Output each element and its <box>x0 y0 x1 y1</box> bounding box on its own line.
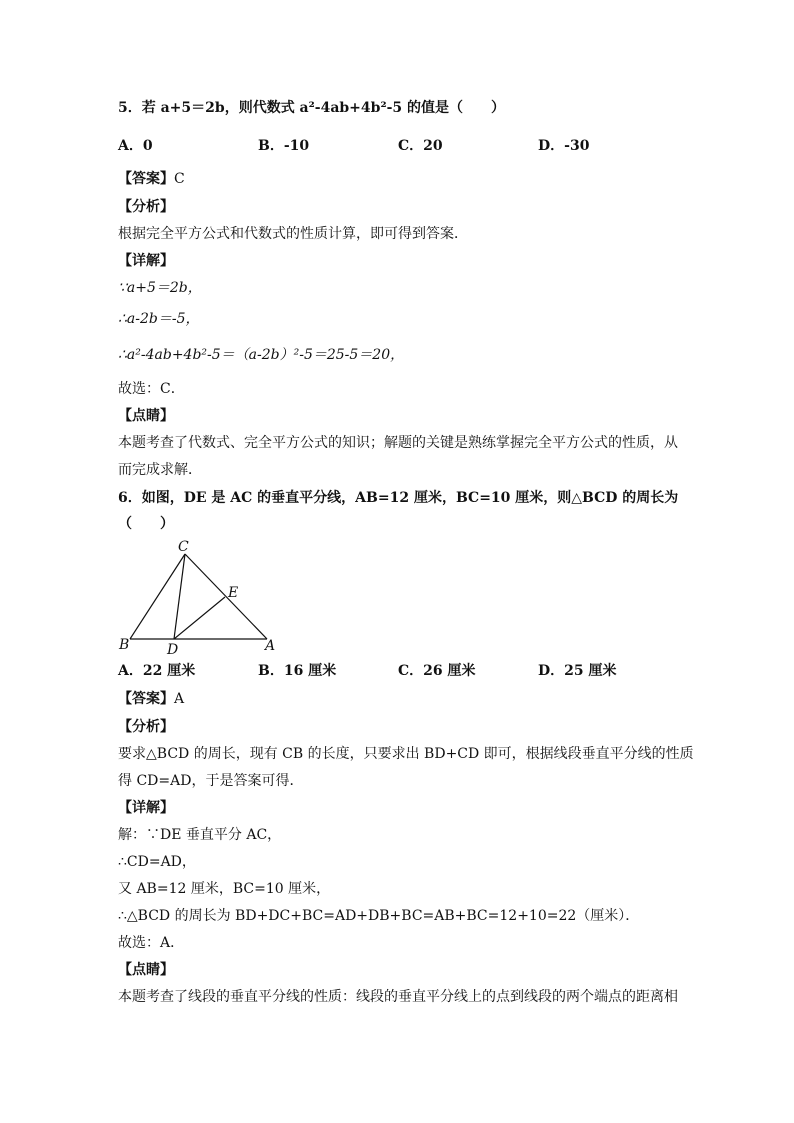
segment-cd <box>174 554 185 639</box>
q5-answer-tag: 【答案】 <box>118 171 174 187</box>
q6-stem-line-1: 6．如图，DE 是 AC 的垂直平分线，AB=12 厘米，BC=10 厘米，则△BCD 的周长为 <box>118 490 679 506</box>
q6-comment-tag: 【点睛】 <box>118 962 174 978</box>
q6-option-b: B．16 厘米 <box>258 663 337 679</box>
label-d: D <box>167 642 179 658</box>
q5-answer-row <box>118 169 185 189</box>
q5-detail-line-4: 故选：C． <box>118 381 185 397</box>
q5-analysis-tag: 【分析】 <box>118 199 174 215</box>
q6-detail-line-2: ∴CD=AD， <box>118 854 196 870</box>
q6-analysis-tag: 【分析】 <box>118 719 174 735</box>
q6-detail-line-3: 又 AB=12 厘米，BC=10 厘米， <box>118 881 331 897</box>
triangle-figure <box>112 535 292 660</box>
q5-stem: 5．若 a+5＝2b，则代数式 a²-4ab+4b²-5 的值是（ ） <box>118 100 505 116</box>
q6-option-a: A．22 厘米 <box>118 663 196 679</box>
q6-answer-row <box>118 689 184 709</box>
segment-ca <box>185 554 267 639</box>
q6-detail-tag: 【详解】 <box>118 800 174 816</box>
q5-analysis-text: 根据完全平方公式和代数式的性质计算，即可得到答案． <box>118 226 468 242</box>
q6-stem-line-2: （ ） <box>118 516 174 532</box>
q5-option-b: B．-10 <box>258 138 310 154</box>
q6-detail-line-1: 解：∵DE 垂直平分 AC， <box>118 827 282 843</box>
q5-detail-line-1: ∵a+5＝2b， <box>118 280 202 296</box>
q5-option-c: C．20 <box>398 138 443 154</box>
label-e: E <box>228 585 239 601</box>
q5-answer-value: C <box>174 171 185 187</box>
q6-analysis-line-1: 要求△BCD 的周长，现有 CB 的长度，只要求出 BD+CD 即可，根据线段垂直平分线的性质 <box>118 746 694 762</box>
q6-analysis-line-2: 得 CD=AD，于是答案可得． <box>118 773 304 789</box>
q6-answer-value: A <box>174 691 185 707</box>
q5-comment-line-1: 本题考查了代数式、完全平方公式的知识；解题的关键是熟练掌握完全平方公式的性质，从 <box>118 435 678 451</box>
q5-option-a: A．0 <box>118 138 153 154</box>
q6-answer-tag: 【答案】 <box>118 691 174 707</box>
q5-option-d: D．-30 <box>538 138 590 154</box>
q5-detail-tag: 【详解】 <box>118 253 174 269</box>
q6-option-c: C．26 厘米 <box>398 663 476 679</box>
label-b: B <box>119 637 130 653</box>
q5-comment-line-2: 而完成求解． <box>118 462 202 478</box>
q6-option-d: D．25 厘米 <box>538 663 617 679</box>
q6-detail-line-4: ∴△BCD 的周长为 BD+DC+BC=AD+DB+BC=AB+BC=12+10=22（厘米）． <box>118 908 640 924</box>
label-c: C <box>178 539 189 555</box>
label-a: A <box>265 638 276 654</box>
q6-detail-line-5: 故选：A． <box>118 935 185 951</box>
q6-comment-line-1: 本题考查了线段的垂直平分线的性质：线段的垂直平分线上的点到线段的两个端点的距离相 <box>118 989 678 1005</box>
segment-de <box>174 597 225 639</box>
segment-bc <box>130 554 185 639</box>
q5-detail-line-2: ∴a-2b＝-5， <box>118 311 200 327</box>
q5-detail-line-3: ∴a²-4ab+4b²-5＝（a-2b）²-5＝25-5＝20， <box>118 347 405 363</box>
q5-comment-tag: 【点睛】 <box>118 408 174 424</box>
